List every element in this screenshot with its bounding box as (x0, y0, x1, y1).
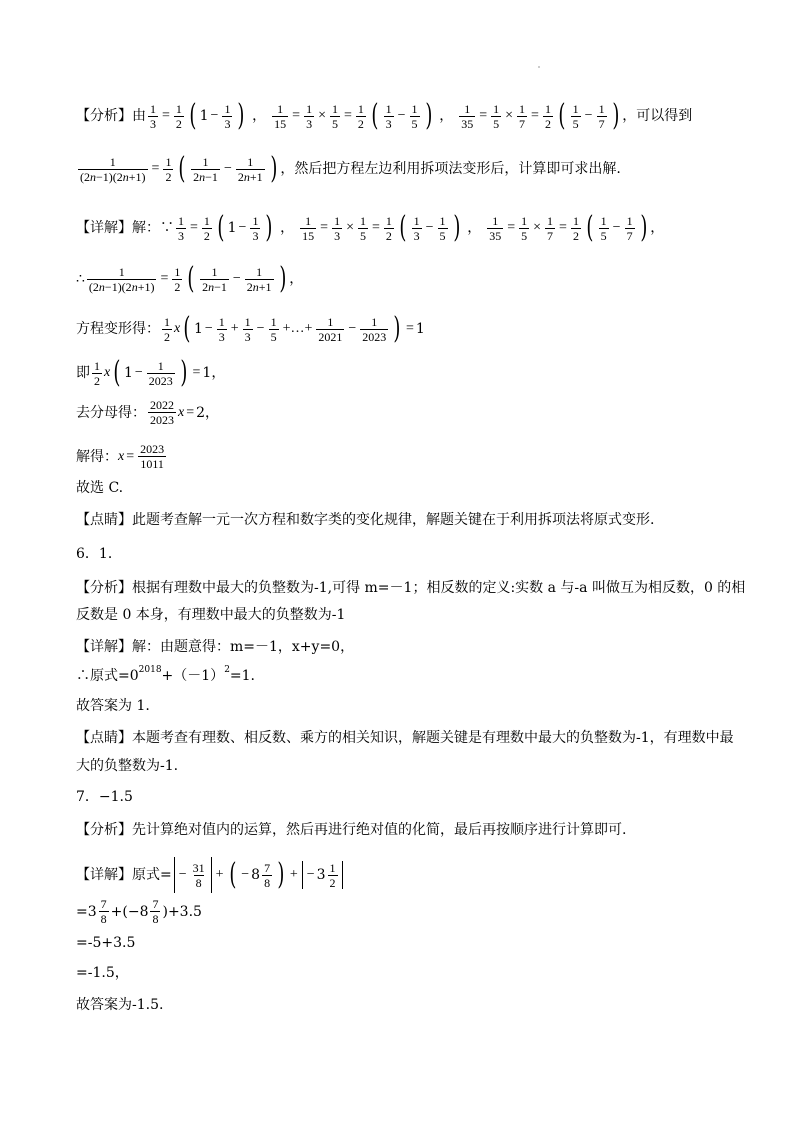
q7-expression: − $\frac{31}{8}$ + ( − 8 $\frac{7}{8}$ ) + − 3 $\frac{1}{2}$ (172, 857, 345, 893)
analysis-line-2 (76, 151, 736, 186)
clear-denominator-end: ， (205, 404, 220, 421)
q6-answer-text: 故答案为 1. (76, 698, 150, 714)
q6-analysis-text-1: 【分析】根据有理数中最大的负整数为-1,可得 m=－1；相反数的定义:实数 a 与-a 叫做互为相反数，0 的相 (76, 580, 746, 596)
detail-line-3 (76, 311, 736, 346)
comment-text: 【点睛】此题考查解一元一次方程和数字类的变化规律，解题关键在于利用拆项法将原式变形. (76, 512, 655, 528)
scan-speck (538, 66, 540, 68)
q6-analysis-2 (76, 605, 736, 625)
transform-equation: $\frac{1}{2}$ x ( 1 − $\frac{1}{3}$ + $\frac{1}{3}$ − $\frac{1}{5}$ +…+ $\frac{1}{2021}$ − $\frac{1}{2023}$ ) = 1 (164, 311, 425, 346)
namely-equation: $\frac{1}{2}$ x ( 1 − $\frac{1}{2023}$ ) = 1 (94, 355, 212, 390)
q6-result: =1. (229, 668, 256, 684)
analysis-line-2-text: ，然后把方程左边利用拆项法变形后，计算即可求出解. (280, 161, 621, 177)
q6-detail-text-1: 【详解】解：由题意得：m=－1，x+y=0， (76, 639, 355, 655)
q7-detail-1 (76, 857, 736, 893)
detail-line-4 (76, 355, 736, 390)
detail-label: 【详解】解：∵ (76, 220, 174, 236)
detail-formula-general: $\frac{1}{(2n-1)(2n+1)}$ = $\frac{1}{2}$ ( $\frac{1}{2n-1}$ − $\frac{1}{2n+1}$ ) (88, 261, 286, 296)
solution-equation: x = $\frac{2023}{1011}$ (118, 442, 165, 471)
q6-detail-3 (76, 696, 736, 716)
choice-line (76, 478, 736, 498)
detail-line-2-end: ， (289, 271, 304, 287)
detail-line-5 (76, 398, 736, 427)
q7-detail-3 (76, 933, 736, 953)
solution-label: 解得： (76, 448, 118, 465)
q6-comment-2 (76, 756, 736, 776)
q7-step-3: =-5+3.5 (76, 935, 136, 951)
formula-1-3: $\frac{1}{3}$ = $\frac{1}{2}$ ( 1 − $\frac{1}{3}$ ) (150, 98, 245, 133)
q7-step-2-c: )+3.5 (162, 903, 202, 920)
analysis-end: ，可以得到 (622, 108, 693, 124)
q7-detail-4 (76, 963, 736, 983)
q7-answer-text: 故答案为-1.5. (76, 997, 164, 1013)
analysis-label: 【分析】由 (76, 108, 146, 124)
transform-label: 方程变形得： (76, 321, 160, 337)
detail-line-6 (76, 442, 736, 471)
namely-label: 即 (76, 365, 90, 381)
q6-detail-2 (76, 666, 736, 686)
q6-analysis-text-2: 反数是 0 本身，有理数中最大的负整数为-1 (76, 607, 346, 623)
q6-analysis-1 (76, 578, 746, 598)
q6-comment-1 (76, 728, 736, 748)
detail-line-2 (76, 261, 736, 296)
choice-text: 故选 C. (76, 480, 124, 496)
q6-original-expr: ∴原式=0 (76, 668, 139, 684)
q7-detail-5 (76, 995, 736, 1015)
formula-general: $\frac{1}{(2n-1)(2n+1)}$ = $\frac{1}{2}$ ( $\frac{1}{2n-1}$ − $\frac{1}{2n+1}$ ) (80, 151, 277, 186)
q6-answer: 6．1． (76, 546, 122, 562)
q6-comment-text-2: 大的负整数为-1. (76, 758, 179, 774)
detail-line-1-end: ， (650, 220, 665, 236)
q7-step-4: =-1.5， (76, 965, 129, 981)
detail-line-1: 【详解】解：∵ $\frac{1}{3}$ = $\frac{1}{2}$ ( 1 − $\frac{1}{3}$ ) ， $\frac{1}{15}$ = $\frac{1}{3}$ × $\frac{1}{5}$ = $\frac{1}{2}$ ( $\frac{1}{3}$ − $\frac{1}{5}$ ) ， $\frac{1}{35}$ = $\frac{1}{5}$ × $\frac{1}{7}$ = $\frac{1}{2}$ ( $\frac{1}{5}$ − $\frac{1}{7}$ ) ， (76, 210, 665, 245)
clear-denominator-equation: $\frac{2022}{2023}$ x = 2 (150, 398, 206, 427)
detail-formula-1-35: $\frac{1}{35}$ = $\frac{1}{5}$ × $\frac{1}{7}$ = $\frac{1}{2}$ ( $\frac{1}{5}$ − $\frac{1}{7}$ ) (489, 210, 647, 245)
therefore-symbol: ∴ (76, 271, 85, 287)
q7-number (76, 787, 736, 807)
q6-exp-2: 2 (224, 665, 230, 675)
namely-end: ， (211, 365, 226, 381)
q7-step-2-a: =3 (76, 903, 97, 920)
detail-formula-1-3: $\frac{1}{3}$ = $\frac{1}{2}$ ( 1 − $\frac{1}{3}$ ) (178, 210, 273, 245)
analysis-line-1: 【分析】由 $\frac{1}{3}$ = $\frac{1}{2}$ ( 1 − $\frac{1}{3}$ ) ， $\frac{1}{15}$ = $\frac{1}{3}$ × $\frac{1}{5}$ = $\frac{1}{2}$ ( $\frac{1}{3}$ − $\frac{1}{5}$ ) ， $\frac{1}{35}$ = $\frac{1}{5}$ × $\frac{1}{7}$ = $\frac{1}{2}$ ( $\frac{1}{5}$ − $\frac{1}{7}$ ) ，可以得到 (76, 98, 693, 133)
q7-step-2-b: +(−8 (110, 903, 149, 920)
q7-answer: 7．−1.5 (76, 789, 133, 805)
q7-detail-label: 【详解】原式= (76, 867, 172, 883)
clear-denominator-label: 去分母得： (76, 404, 146, 421)
q7-detail-2 (76, 897, 736, 926)
q6-exp-2018: 2018 (138, 665, 162, 675)
q6-neg-one: +（－1） (161, 668, 225, 684)
q6-number (76, 544, 736, 564)
formula-1-15: $\frac{1}{15}$ = $\frac{1}{3}$ × $\frac{1}{5}$ = $\frac{1}{2}$ ( $\frac{1}{3}$ − $\frac{1}{5}$ ) (274, 98, 432, 133)
detail-formula-1-15: $\frac{1}{15}$ = $\frac{1}{3}$ × $\frac{1}{5}$ = $\frac{1}{2}$ ( $\frac{1}{3}$ − $\frac{1}{5}$ ) (302, 210, 460, 245)
formula-1-35: $\frac{1}{35}$ = $\frac{1}{5}$ × $\frac{1}{7}$ = $\frac{1}{2}$ ( $\frac{1}{5}$ − $\frac{1}{7}$ ) (461, 98, 619, 133)
q7-analysis (76, 820, 736, 840)
q6-detail-1 (76, 637, 736, 657)
comment-line (76, 510, 736, 530)
q7-analysis-text: 【分析】先计算绝对值内的运算，然后再进行绝对值的化简，最后再按顺序进行计算即可. (76, 822, 627, 838)
q7-frac-7-8-b: $\frac{7}{8}$ (152, 897, 159, 926)
q7-frac-7-8-a: $\frac{7}{8}$ (100, 897, 107, 926)
q6-comment-text-1: 【点睛】本题考查有理数、相反数、乘方的相关知识，解题关键是有理数中最大的负整数为-1，有理数中最 (76, 730, 734, 746)
